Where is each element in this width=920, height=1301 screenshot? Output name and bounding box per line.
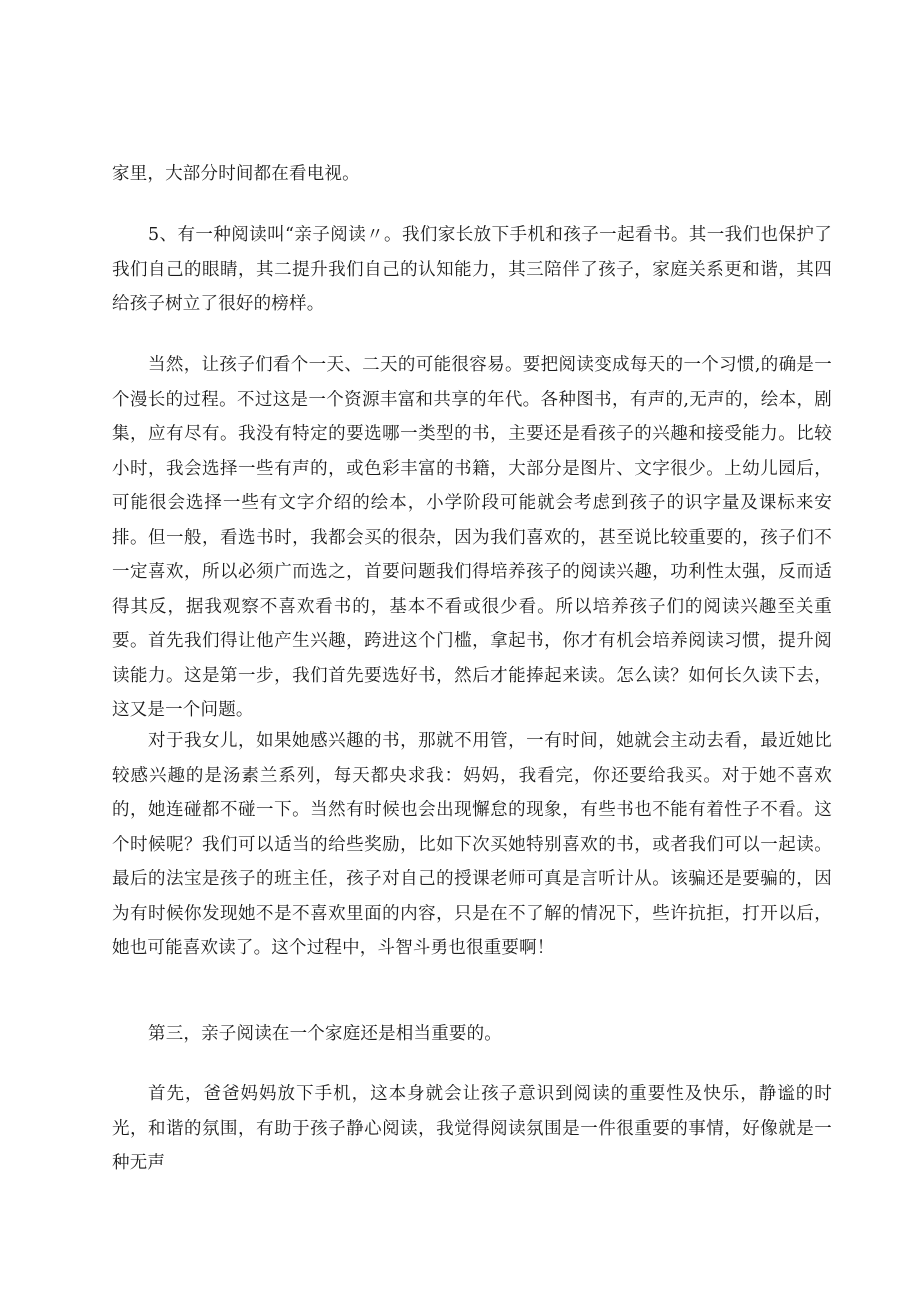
paragraph-third-point: 第三，亲子阅读在一个家庭还是相当重要的。	[148, 1024, 502, 1044]
paragraph-continuation: 家里，大部分时间都在看电视。	[112, 164, 360, 184]
paragraph-parent-child-reading: 5、有一种阅读叫“亲子阅读〃。我们家长放下手机和孩子一起看书。其一我们也保护了我们自己的眼睛，其二提升我们自己的认知能力，其三陪伴了孩子，家庭关系更和谐，其四给孩子树立了很好的榜样。	[112, 225, 832, 314]
paragraph-first-point: 首先，爸爸妈妈放下手机，这本身就会让孩子意识到阅读的重要性及快乐，静谧的时光，和谐的氛围，有助于孩子静心阅读，我觉得阅读氛围是一件很重要的事情，好像就是一种无声	[112, 1084, 832, 1173]
paragraph-reading-habit: 当然，让孩子们看个一天、二天的可能很容易。要把阅读变成每天的一个习惯,的确是一个漫长的过程。不过这是一个资源丰富和共享的年代。各种图书，有声的,无声的，绘本，剧集，应有尽有。我没有特定的要选哪一类型的书，主要还是看孩子的兴趣和接受能力。比较小时，我会选择一些有声的，或色彩丰富的书籍，大部分是图片、文字很少。上幼儿园后，可能很会选择一些有文字介绍的绘本，小学阶段可能就会考虑到孩子的识字量及课标来安排。但一般，看选书时，我都会买的很杂，因为我们喜欢的，甚至说比较重要的，孩子们不一定喜欢，所以必须广而选之，首要问题我们得培养孩子的阅读兴趣，功利性太强，反而适得其反，据我观察不喜欢看书的，基本不看或很少看。所以培养孩子们的阅读兴趣至关重要。首先我们得让他产生兴趣，跨进这个门槛，拿起书，你才有机会培养阅读习惯，提升阅读能力。这是第一步，我们首先要选好书，然后才能捧起来读。怎么读？如何长久读下去，这又是一个问题。	[112, 355, 832, 720]
paragraph-daughter: 对于我女儿，如果她感兴趣的书，那就不用管，一有时间，她就会主动去看，最近她比较感兴趣的是汤素兰系列，每天都央求我：妈妈，我看完，你还要给我买。对于她不喜欢的，她连碰都不碰一下。当然有时候也会出现懈怠的现象，有些书也不能有着性子不看。这个时候呢？我们可以适当的给些奖励，比如下次买她特别喜欢的书，或者我们可以一起读。最后的法宝是孩子的班主任，孩子对自己的授课老师可真是言听计从。该骗还是要骗的，因为有时候你发现她不是不喜欢里面的内容，只是在不了解的情况下，些许抗拒，打开以后，她也可能喜欢读了。这个过程中，斗智斗勇也很重要啊！	[112, 731, 832, 958]
